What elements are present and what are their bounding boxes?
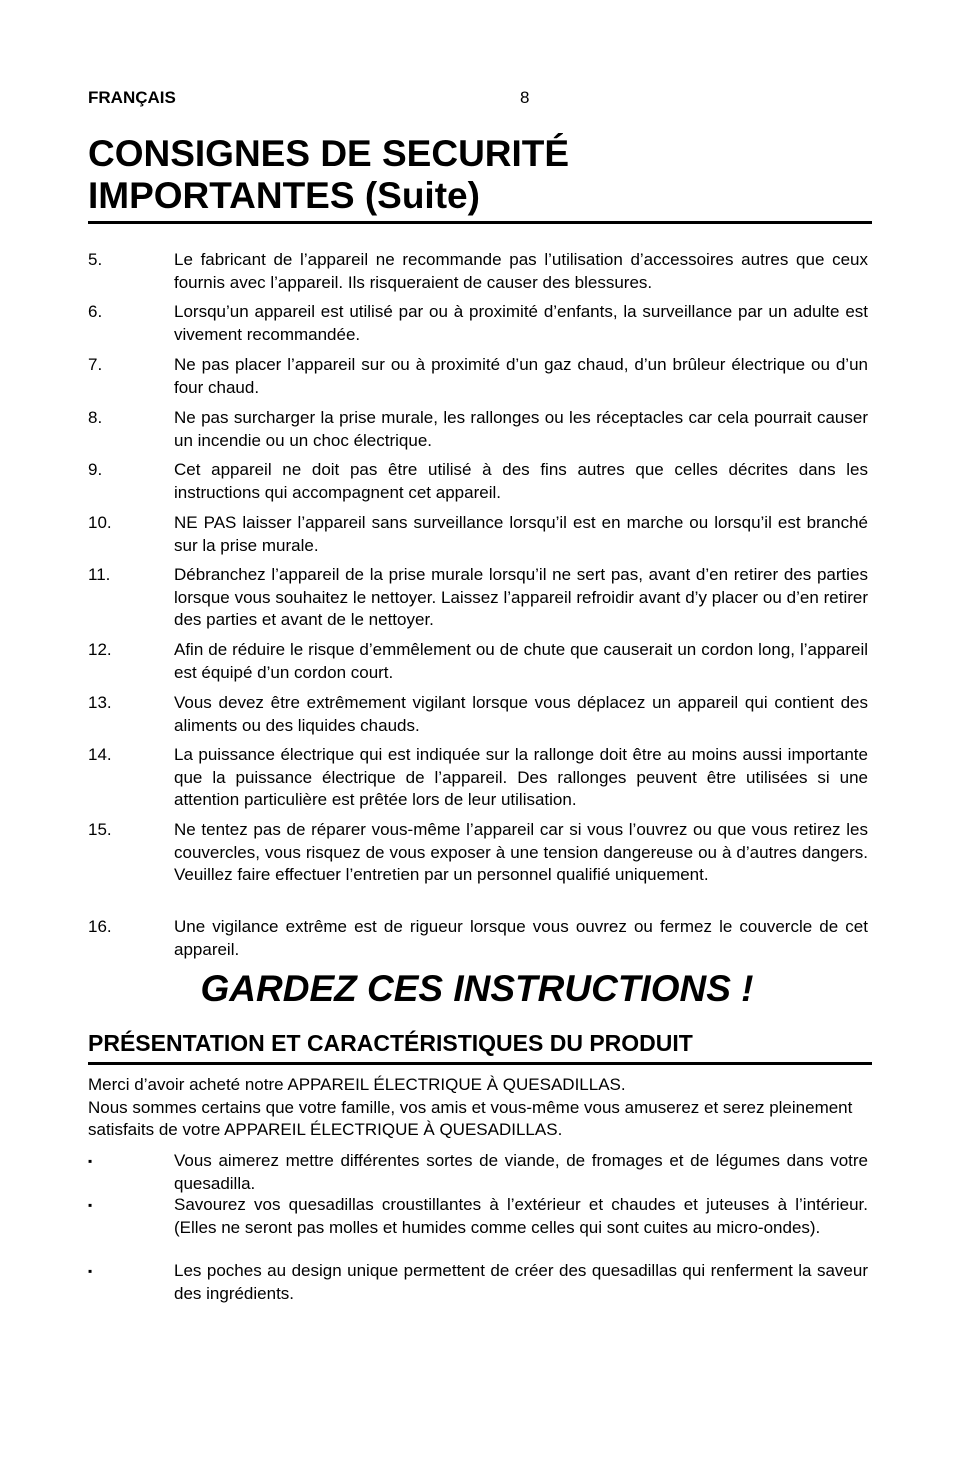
intro-line-2: Nous sommes certains que votre famille, vos amis et vous-même vous amuserez et serez pleinement satisfaits de votre APPAREIL ÉLECTRIQUE À QUESADILLAS.: [88, 1097, 853, 1139]
item-text: NE PAS laisser l’appareil sans surveillance lorsqu’il est en marche ou lorsqu’il est branché sur la prise murale.: [174, 513, 868, 555]
intro-line-1: Merci d’avoir acheté notre APPAREIL ÉLECTRIQUE À QUESADILLAS.: [88, 1075, 626, 1094]
intro-paragraph: [88, 1074, 868, 1142]
bullet-square-icon: ▪: [88, 1264, 93, 1278]
item-number: 5.: [88, 250, 103, 269]
safety-item-12: [88, 639, 868, 684]
page-title-line-2: IMPORTANTES (Suite): [88, 175, 480, 216]
item-number: 8.: [88, 408, 103, 427]
safety-item-14: [88, 744, 868, 812]
section-heading: PRÉSENTATION ET CARACTÉRISTIQUES DU PRODUIT: [88, 1030, 693, 1056]
item-number: 6.: [88, 302, 103, 321]
safety-item-7: [88, 354, 868, 399]
safety-item-9: [88, 459, 868, 504]
bullet-square-icon: ▪: [88, 1154, 93, 1168]
safety-item-16: [88, 916, 868, 961]
item-number: 16.: [88, 917, 112, 936]
item-text: Afin de réduire le risque d’emmêlement ou de chute que causerait un cordon long, l’appareil est équipé d’un cordon court.: [174, 640, 868, 682]
feature-bullet-3: [88, 1260, 868, 1305]
item-number: 15.: [88, 820, 112, 839]
item-number: 12.: [88, 640, 112, 659]
header-page-number: 8: [520, 88, 530, 107]
item-text: Le fabricant de l’appareil ne recommande pas l’utilisation d’accessoires autres que ceux fournis avec l’appareil. Ils risqueraient de causer des blessures.: [174, 250, 868, 292]
item-text: Une vigilance extrême est de rigueur lorsque vous ouvrez ou fermez le couvercle de cet appareil.: [174, 917, 868, 959]
item-text: La puissance électrique qui est indiquée sur la rallonge doit être au moins aussi importante que la puissance électrique de l’appareil. Des rallonges peuvent être utilisées si une attention particulière est prêtée lors de leur utilisation.: [174, 745, 868, 809]
bullet-text: Les poches au design unique permettent de créer des quesadillas qui renferment la saveur des ingrédients.: [174, 1261, 868, 1303]
item-text: Ne tentez pas de réparer vous-même l’appareil car si vous l’ouvrez ou que vous retirez les couvercles, vous risquez de vous exposer à une tension dangereuse ou à d’autres dangers. Veuillez faire effectuer l’entretien par un personnel qualifié uniquement.: [174, 820, 868, 884]
item-text: Lorsqu’un appareil est utilisé par ou à proximité d’enfants, la surveillance par un adulte est vivement recommandée.: [174, 302, 868, 344]
safety-item-15: [88, 819, 868, 887]
item-text: Vous devez être extrêmement vigilant lorsque vous déplacez un appareil qui contient des aliments ou des liquides chauds.: [174, 693, 868, 735]
item-number: 10.: [88, 513, 112, 532]
safety-item-11: [88, 564, 868, 632]
item-number: 7.: [88, 355, 103, 374]
item-text: Ne pas surcharger la prise murale, les rallonges ou les réceptacles car cela pourrait causer un incendie ou un choc électrique.: [174, 408, 868, 450]
header-language: FRANÇAIS: [88, 88, 176, 107]
item-text: Débranchez l’appareil de la prise murale lorsqu’il ne sert pas, avant d’en retirer des parties lorsque vous souhaitez le nettoyer. Laissez l’appareil refroidir avant d’y placer ou d’en retirer des parties et avant de le nettoyer.: [174, 565, 868, 629]
item-number: 9.: [88, 460, 103, 479]
item-number: 11.: [88, 565, 111, 584]
feature-bullet-1: [88, 1150, 868, 1195]
safety-item-10: [88, 512, 868, 557]
section-divider: [88, 1062, 872, 1065]
bullet-text: Savourez vos quesadillas croustillantes à l’extérieur et chaudes et juteuses à l’intérieur. (Elles ne seront pas molles et humides comme celles qui sont cuites au micro-ondes).: [174, 1195, 868, 1237]
bullet-square-icon: ▪: [88, 1198, 93, 1212]
page-title: [88, 133, 872, 217]
item-number: 14.: [88, 745, 112, 764]
safety-item-13: [88, 692, 868, 737]
item-text: Cet appareil ne doit pas être utilisé à des fins autres que celles décrites dans les instructions qui accompagnent cet appareil.: [174, 460, 868, 502]
safety-item-6: [88, 301, 868, 346]
page-title-line-1: CONSIGNES DE SECURITÉ: [88, 133, 570, 174]
title-divider: [88, 221, 872, 224]
safety-item-5: [88, 249, 868, 294]
item-number: 13.: [88, 693, 112, 712]
feature-bullet-2: [88, 1194, 868, 1239]
bullet-text: Vous aimerez mettre différentes sortes de viande, de fromages et de légumes dans votre quesadilla.: [174, 1151, 868, 1193]
safety-item-8: [88, 407, 868, 452]
item-text: Ne pas placer l’appareil sur ou à proximité d’un gaz chaud, d’un brûleur électrique ou d’un four chaud.: [174, 355, 868, 397]
keep-instructions-heading: GARDEZ CES INSTRUCTIONS !: [200, 968, 754, 1009]
